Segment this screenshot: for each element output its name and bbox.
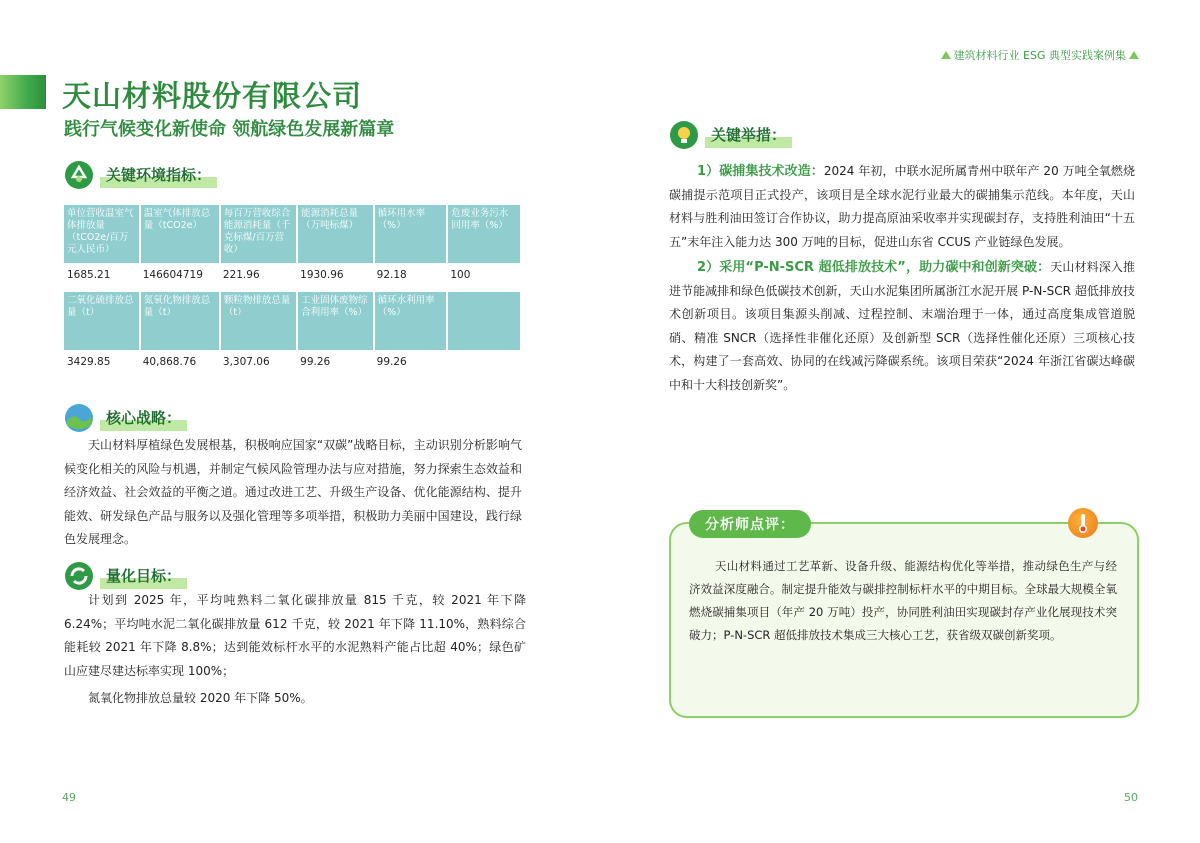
table-cell: 1930.96 [300,269,344,281]
core-strategy-title: 核心战略： [100,406,187,431]
table-header-cell: 单位营收温室气体排放量（tCO2e/百万元人民币） [64,205,140,263]
env-indicators-heading [64,160,217,190]
globe-icon [64,403,94,433]
table-value-row [64,350,521,379]
thermometer-icon [1068,508,1098,538]
table-header-cell: 循环水利用率（%） [374,292,448,350]
table-header-cell: 工业固体废物综合利用率（%） [297,292,374,350]
table-header-cell: 氮氧化物排放总量（t） [140,292,220,350]
env-indicators-table [64,205,522,379]
page-number-left: 49 [62,791,76,804]
recycle-icon [64,160,94,190]
table-cell: 100 [450,269,471,281]
quant-targets-body [64,589,526,711]
table-header-cell: 温室气体排放总量（tCO2e） [140,205,220,263]
measure-item-text: 2024 年初，中联水泥所属青州中联年产 20 万吨全氧燃烧碳捕提示范项目正式投产，该项目是全球水泥行业最大的碳捕集示范线。本年度，天山材料与胜利油田签订合作协议，助力提高原油采收率并实现碳封存，支持胜利油田“十五五”末年注入能力达 300 万吨的目标，促进山东省 CCUS 产业链绿色发展。 [669,164,1136,249]
page-subtitle: 践行气候变化新使命 领航绿色发展新篇章 [64,119,395,140]
page-number-right: 50 [1124,791,1138,804]
key-measures-title: 关键举措： [705,123,792,148]
table-header-cell: 每百万营收综合能源消耗量（千克标煤/百万营收） [220,205,297,263]
table-header-cell: 二氧化硫排放总量（t） [64,292,140,350]
analyst-comment-body [689,555,1117,647]
measure-item [669,256,1135,397]
key-measures-heading [669,120,792,150]
page-title: 天山材料股份有限公司 [62,79,363,113]
series-label-text: 建筑材料行业 ESG 典型实践案例集 [953,49,1126,62]
lightbulb-icon [669,120,699,150]
env-indicators-title: 关键环境指标： [100,163,217,188]
triangle-icon [1129,51,1139,59]
measure-item-title: 2）采用“P-N-SCR 超低排放技术”，助力碳中和创新突破： [697,260,1051,275]
table-header-cell: 颗粒物排放总量（t） [220,292,297,350]
table-header-row [64,292,521,350]
table-cell: 40,868.76 [142,356,197,368]
core-strategy-body [64,434,522,552]
table-header-cell: 危废业务污水回用率（%） [447,205,521,263]
table-cell: 92.18 [376,269,407,281]
table-cell: 3429.85 [67,356,111,368]
table-cell: 146604719 [142,269,203,281]
table-header-cell: 循环用水率（%） [374,205,448,263]
table-header-cell [447,292,521,350]
analyst-comment-text: 天山材料通过工艺革新、设备升级、能源结构优化等举措，推动绿色生产与经济效益深度融合。制定提升能效与碳排控制标杆水平的中期目标。全球最大规模全氧燃烧碳捕集项目（年产 20 万吨）投产，协同胜利油田实现碳封存产业化展现技术突破力；P-N-SCR 超低排放技术集成三大核心工艺，获省级双碳创新奖项。 [689,559,1117,642]
triangle-icon [941,51,951,59]
cycle-arrows-icon [64,561,94,591]
analyst-comment-tag: 分析师点评： [689,510,811,538]
table-header-cell: 能源消耗总量（万吨标煤） [297,205,374,263]
measure-item-text: 天山材料深入推进节能减排和绿色低碳技术创新，天山水泥集团所属浙江水泥开展 P-N-SCR 超低排放技术创新项目。该项目集源头削减、过程控制、末端治理于一体，通过高度集成管道脱硝、精准 SNCR（选择性非催化还原）及创新型 SCR（选择性催化还原）三项核心技术，构建了一套高效、协同的在线减污降碳系统。该项目荣获“2024 年浙江省碳达峰碳中和十大科技创新奖”。 [669,260,1135,392]
table-cell: 221.96 [222,269,260,281]
table-cell: 1685.21 [67,269,111,281]
core-strategy-heading [64,403,187,433]
table-header-row [64,205,521,263]
quant-targets-heading [64,561,187,591]
quant-targets-paragraph: 氮氧化物排放总量较 2020 年下降 50%。 [88,691,313,705]
key-measures-body [669,160,1135,397]
title-accent-bar [0,75,46,109]
table-cell: 99.26 [376,356,407,368]
table-cell [447,350,521,379]
series-label [938,47,1142,63]
table-value-row [64,263,521,292]
measure-item-title: 1）碳捕集技术改造： [697,164,824,179]
table-cell: 99.26 [300,356,331,368]
table-cell: 3,307.06 [222,356,270,368]
quant-targets-paragraph: 计划到 2025 年，平均吨熟料二氧化碳排放量 815 千克，较 2021 年下降 6.24%；平均吨水泥二氧化碳排放量 612 千克，较 2021 年下降 11.10%，熟料综合能耗较 2021 年下降 8.8%；达到能效标杆水平的水泥熟料产能占比超 40%；绿色矿山应建尽建达标率实现 100%； [64,593,526,678]
core-strategy-text: 天山材料厚植绿色发展根基，积极响应国家“双碳”战略目标，主动识别分析影响气候变化相关的风险与机遇，并制定气候风险管理办法与应对措施，努力探索生态效益和经济效益、社会效益的平衡之道。通过改进工艺、升级生产设备、优化能源结构、提升能效、研发绿色产品与服务以及强化管理等多项举措，积极助力美丽中国建设，践行绿色发展理念。 [64,438,522,546]
measure-item [669,160,1135,254]
quant-targets-title: 量化目标： [100,564,187,589]
